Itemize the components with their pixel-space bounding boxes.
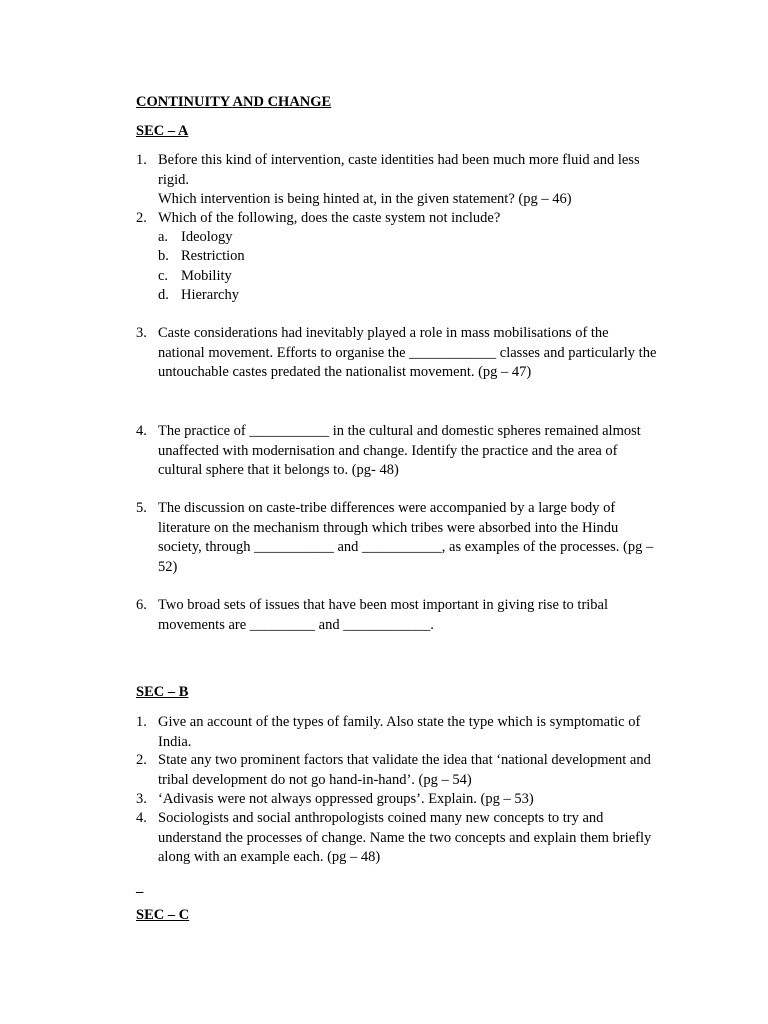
question-number: 3. xyxy=(136,325,147,341)
question-number: 2. xyxy=(136,210,147,226)
question-line: The practice of ___________ in the cultural and domestic spheres remained almost xyxy=(158,423,641,439)
question-line: Give an account of the types of family. Also state the type which is symptomatic of xyxy=(158,714,641,730)
section-b-heading: SEC – B xyxy=(136,684,189,700)
question-line: unaffected with modernisation and change. Identify the practice and the area of xyxy=(158,442,618,459)
question-line: Which of the following, does the caste system not include? xyxy=(158,210,501,226)
sec-a-question-6 xyxy=(136,596,696,635)
sec-b-question-2 xyxy=(136,751,696,790)
question-text xyxy=(158,713,696,752)
question-text xyxy=(158,209,696,229)
question-number: 1. xyxy=(136,714,147,730)
question-line: Two broad sets of issues that have been most important in giving rise to tribal xyxy=(158,597,609,613)
question-number: 3. xyxy=(136,791,147,807)
stray-underscore-mark: _ xyxy=(136,879,144,895)
question-line: national movement. Efforts to organise the ____________ classes and particularly the xyxy=(158,344,657,361)
question-line: society, through ___________ and ___________, as examples of the processes. (pg – xyxy=(158,539,654,555)
question-line: India. xyxy=(158,733,192,750)
question-number: 1. xyxy=(136,152,147,168)
question-line: 52) xyxy=(158,558,178,575)
question-line: untouchable castes predated the nationalist movement. (pg – 47) xyxy=(158,364,532,380)
question-text xyxy=(158,151,696,210)
sec-a-question-1 xyxy=(136,151,696,210)
question-line: literature on the mechanism through which tribes were absorbed into the Hindu xyxy=(158,519,619,536)
section-c-heading: SEC – C xyxy=(136,907,190,923)
option-b xyxy=(158,247,245,267)
option-letter: c. xyxy=(158,268,169,284)
option-letter: b. xyxy=(158,248,169,264)
option-text: Ideology xyxy=(181,229,233,245)
sec-a-question-3 xyxy=(136,324,696,383)
question-line: along with an example each. (pg – 48) xyxy=(158,849,381,865)
option-letter: a. xyxy=(158,229,169,245)
sec-b-question-4 xyxy=(136,809,696,868)
question-number: 2. xyxy=(136,752,147,768)
option-text: Restriction xyxy=(181,248,245,264)
question-line: The discussion on caste-tribe differences were accompanied by a large body of xyxy=(158,500,616,516)
question-line: cultural sphere that it belongs to. (pg- 48) xyxy=(158,462,399,478)
question-line: movements are _________ and ____________. xyxy=(158,616,434,633)
question-text xyxy=(158,790,696,810)
question-text xyxy=(158,499,696,577)
question-text xyxy=(158,422,696,481)
question-number: 6. xyxy=(136,597,147,613)
sec-a-question-5 xyxy=(136,499,696,577)
question-line: Sociologists and social anthropologists coined many new concepts to try and xyxy=(158,810,604,826)
question-number: 4. xyxy=(136,423,147,439)
section-a-heading: SEC – A xyxy=(136,123,189,139)
sec-a-question-2 xyxy=(136,209,696,229)
question-line: Caste considerations had inevitably played a role in mass mobilisations of the xyxy=(158,325,609,341)
question-line: Which intervention is being hinted at, in the given statement? (pg – 46) xyxy=(158,191,572,207)
sec-a-question-4 xyxy=(136,422,696,481)
question-number: 5. xyxy=(136,500,147,516)
question-text xyxy=(158,596,696,635)
option-c xyxy=(158,267,232,287)
question-number: 4. xyxy=(136,810,147,826)
option-text: Mobility xyxy=(181,268,232,284)
question-line: tribal development do not go hand-in-hand’. (pg – 54) xyxy=(158,771,472,788)
option-text: Hierarchy xyxy=(181,287,239,303)
question-line: understand the processes of change. Name the two concepts and explain them briefly xyxy=(158,829,652,846)
question-line: Before this kind of intervention, caste identities had been much more fluid and less xyxy=(158,152,640,168)
question-text xyxy=(158,751,696,790)
question-text xyxy=(158,324,696,383)
question-line: rigid. xyxy=(158,171,190,188)
option-d xyxy=(158,286,239,306)
document-title: CONTINUITY AND CHANGE xyxy=(136,94,332,110)
sec-b-question-3 xyxy=(136,790,696,810)
option-a xyxy=(158,228,233,248)
sec-b-question-1 xyxy=(136,713,696,752)
question-line: State any two prominent factors that validate the idea that ‘national development and xyxy=(158,752,651,768)
question-line: ‘Adivasis were not always oppressed groups’. Explain. (pg – 53) xyxy=(158,791,534,807)
option-letter: d. xyxy=(158,287,169,303)
question-text xyxy=(158,809,696,868)
